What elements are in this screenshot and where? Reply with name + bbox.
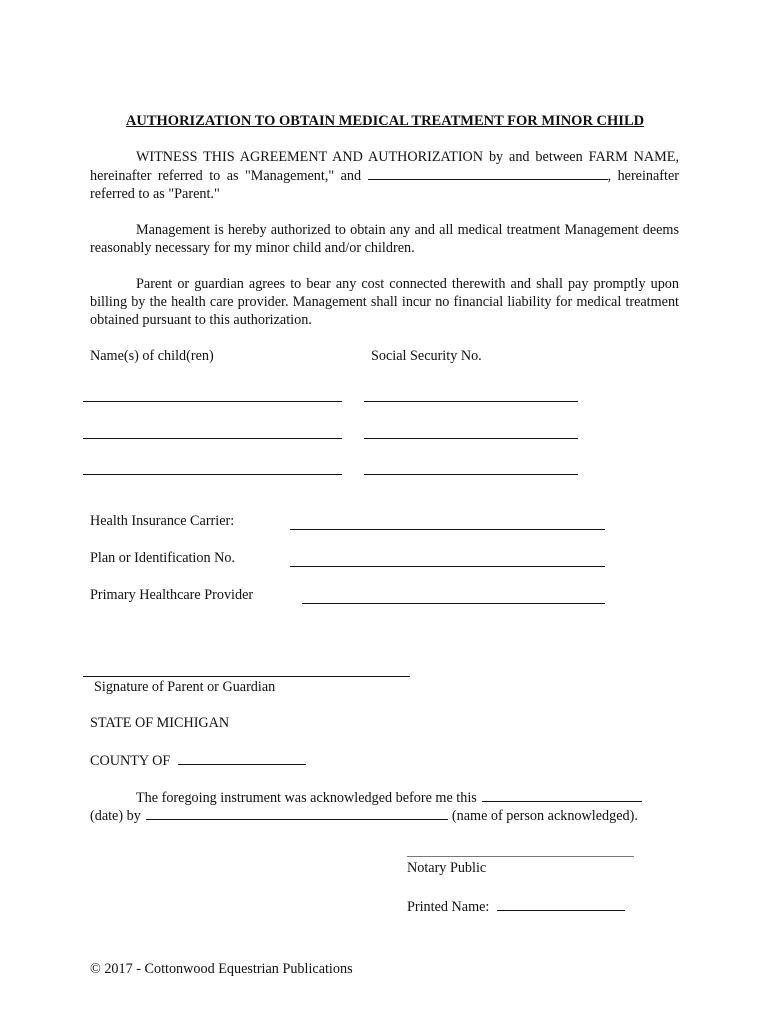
child-name-line-3 — [83, 474, 342, 475]
healthcare-provider-line — [302, 603, 605, 604]
acknowledgment-line-2: (date) by (name of person acknowledged). — [90, 808, 638, 824]
child-ssn-line-3 — [364, 474, 578, 475]
child-name-line-2 — [83, 438, 342, 439]
child-ssn-line-2 — [364, 438, 578, 439]
acknowledgment-line-1: The foregoing instrument was acknowledged before me this — [136, 788, 642, 807]
printed-name-row — [407, 897, 625, 916]
witness-text: WITNESS THIS AGREEMENT AND AUTHORIZATION by and between FARM NAME, hereinafter referred to as "Management," and — [90, 149, 679, 184]
parent-cost-paragraph: Parent or guardian agrees to bear any cost connected therewith and shall pay promptly upon billing by the health care provider. Management shall incur no financial liability for medical treatment obtained pursuant to this authorization. — [90, 276, 679, 328]
signature-line — [83, 676, 410, 677]
signature-label: Signature of Parent or Guardian — [94, 679, 276, 695]
printed-name-label: Printed Name: — [407, 899, 490, 915]
child-ssn-line-1 — [364, 401, 578, 402]
county-blank — [178, 751, 306, 765]
healthcare-provider-label: Primary Healthcare Provider — [90, 587, 254, 603]
insurance-carrier-label: Health Insurance Carrier: — [90, 513, 235, 529]
parent-name-blank — [368, 166, 608, 180]
state-heading: STATE OF MICHIGAN — [90, 715, 230, 731]
notary-signature-line — [407, 856, 634, 857]
witness-paragraph: WITNESS THIS AGREEMENT AND AUTHORIZATION by and between FARM NAME, hereinafter referred to as "Management," and , hereinafter referred to as "Parent." — [90, 149, 679, 202]
copyright-footer: © 2017 - Cottonwood Equestrian Publications — [90, 961, 353, 977]
witness-text-end: hereinafter referred to as "Parent." — [90, 168, 679, 202]
printed-name-blank — [497, 897, 625, 911]
ack-date-blank — [482, 788, 642, 802]
document-title: AUTHORIZATION TO OBTAIN MEDICAL TREATMENT FOR MINOR CHILD — [125, 113, 645, 129]
county-row — [90, 751, 306, 770]
plan-id-label: Plan or Identification No. — [90, 550, 235, 566]
child-name-line-1 — [83, 401, 342, 402]
management-paragraph: Management is hereby authorized to obtain any and all medical treatment Management deems reasonably necessary for my minor child and/or children. — [90, 222, 679, 256]
plan-id-line — [290, 566, 605, 567]
children-names-label: Name(s) of child(ren) — [90, 348, 214, 364]
ssn-label: Social Security No. — [371, 348, 482, 364]
county-label: COUNTY OF — [90, 753, 171, 769]
insurance-carrier-line — [290, 529, 605, 530]
ack-person-blank — [146, 806, 448, 820]
notary-public-label: Notary Public — [407, 860, 487, 876]
